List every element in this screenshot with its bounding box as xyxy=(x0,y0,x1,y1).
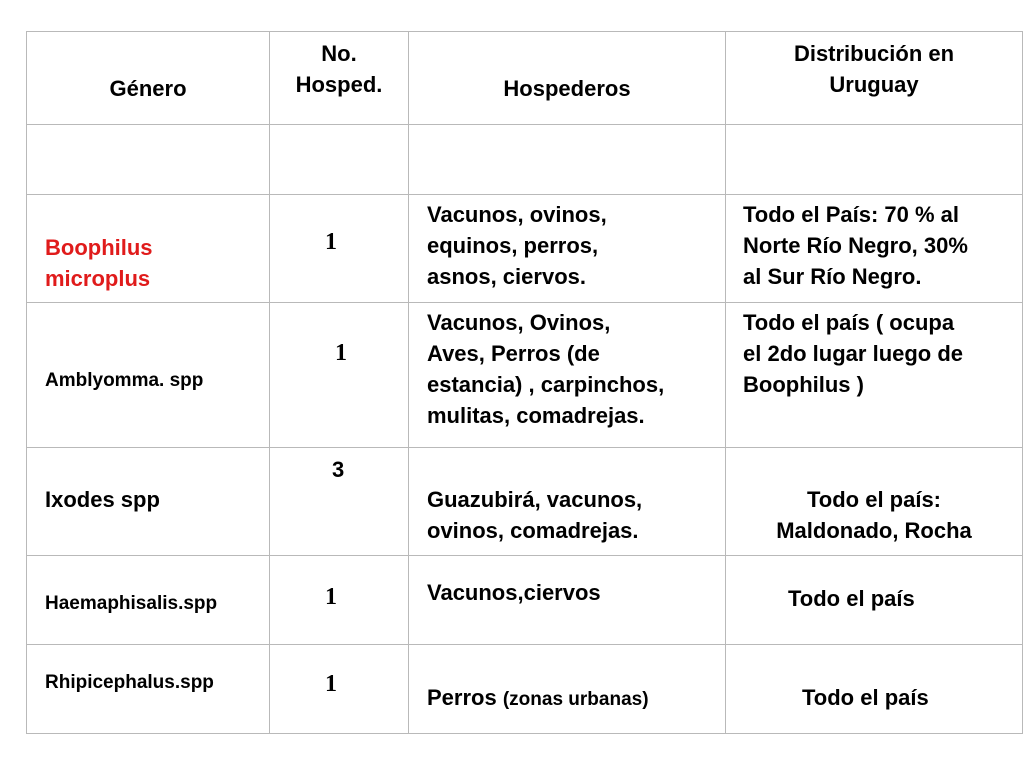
table-row-haemaphisalis xyxy=(27,556,1023,645)
header-cell-genero xyxy=(27,32,270,125)
header-hospederos: Hospederos xyxy=(503,76,631,101)
no-hosped-boophilus: 1 xyxy=(325,229,337,255)
no-hosped-cell xyxy=(270,303,409,448)
no-hosped-amblyomma: 1 xyxy=(335,340,347,366)
no-hosped-haemaphisalis: 1 xyxy=(325,584,337,610)
distribucion-boophilus: Todo el País: 70 % al Norte Río Negro, 30% al Sur Río Negro. xyxy=(743,202,968,289)
genero-cell xyxy=(27,303,270,448)
distribucion-cell xyxy=(726,556,1023,645)
hospederos-cell xyxy=(409,303,726,448)
table-row-amblyomma xyxy=(27,303,1023,448)
genero-cell xyxy=(27,195,270,303)
empty-cell xyxy=(270,125,409,195)
table-row-boophilus xyxy=(27,195,1023,303)
hospederos-cell xyxy=(409,556,726,645)
header-genero: Género xyxy=(109,76,187,101)
header-cell-distribucion xyxy=(726,32,1023,125)
distribucion-cell xyxy=(726,448,1023,556)
hospederos-cell xyxy=(409,195,726,303)
genero-cell xyxy=(27,448,270,556)
header-cell-no-hosped xyxy=(270,32,409,125)
hospederos-amblyomma: Vacunos, Ovinos, Aves, Perros (de estancia) , carpinchos, mulitas, comadrejas. xyxy=(427,310,665,428)
distribucion-cell xyxy=(726,195,1023,303)
empty-cell xyxy=(409,125,726,195)
no-hosped-cell xyxy=(270,448,409,556)
header-cell-hospederos xyxy=(409,32,726,125)
genero-rhipicephalus: Rhipicephalus.spp xyxy=(45,672,214,693)
hospederos-rhipicephalus xyxy=(427,682,649,715)
header-distribucion: Distribución en Uruguay xyxy=(793,41,955,97)
no-hosped-cell xyxy=(270,645,409,734)
no-hosped-ixodes: 3 xyxy=(332,457,345,482)
hospederos-rhipicephalus-main: Perros xyxy=(427,685,497,710)
hospederos-cell xyxy=(409,645,726,734)
no-hosped-cell xyxy=(270,556,409,645)
distribucion-haemaphisalis: Todo el país xyxy=(788,586,915,611)
hospederos-rhipicephalus-note: (zonas urbanas) xyxy=(502,689,649,710)
no-hosped-rhipicephalus: 1 xyxy=(325,671,337,697)
genero-cell xyxy=(27,645,270,734)
hospederos-haemaphisalis: Vacunos,ciervos xyxy=(427,580,601,605)
hospederos-cell xyxy=(409,448,726,556)
genero-boophilus: Boophilus microplus xyxy=(45,235,153,291)
distribucion-cell xyxy=(726,645,1023,734)
hospederos-ixodes: Guazubirá, vacunos, ovinos, comadrejas. xyxy=(427,487,643,543)
hospederos-boophilus: Vacunos, ovinos, equinos, perros, asnos, ciervos. xyxy=(427,202,607,289)
empty-cell xyxy=(27,125,270,195)
genero-haemaphisalis: Haemaphisalis.spp xyxy=(45,593,218,614)
distribucion-rhipicephalus: Todo el país xyxy=(802,685,929,710)
header-no-hosped: No. Hosped. xyxy=(295,41,383,97)
header-row xyxy=(27,32,1023,125)
genero-amblyomma: Amblyomma. spp xyxy=(45,370,204,391)
empty-cell xyxy=(726,125,1023,195)
distribucion-amblyomma: Todo el país ( ocupa el 2do lugar luego de Boophilus ) xyxy=(743,310,964,397)
table-row-ixodes xyxy=(27,448,1023,556)
ticks-table xyxy=(26,31,1023,734)
genero-ixodes: Ixodes spp xyxy=(45,487,160,512)
distribucion-cell xyxy=(726,303,1023,448)
no-hosped-cell xyxy=(270,195,409,303)
genero-cell xyxy=(27,556,270,645)
empty-row xyxy=(27,125,1023,195)
table-row-rhipicephalus xyxy=(27,645,1023,734)
distribucion-ixodes: Todo el país: Maldonado, Rocha xyxy=(776,487,972,543)
